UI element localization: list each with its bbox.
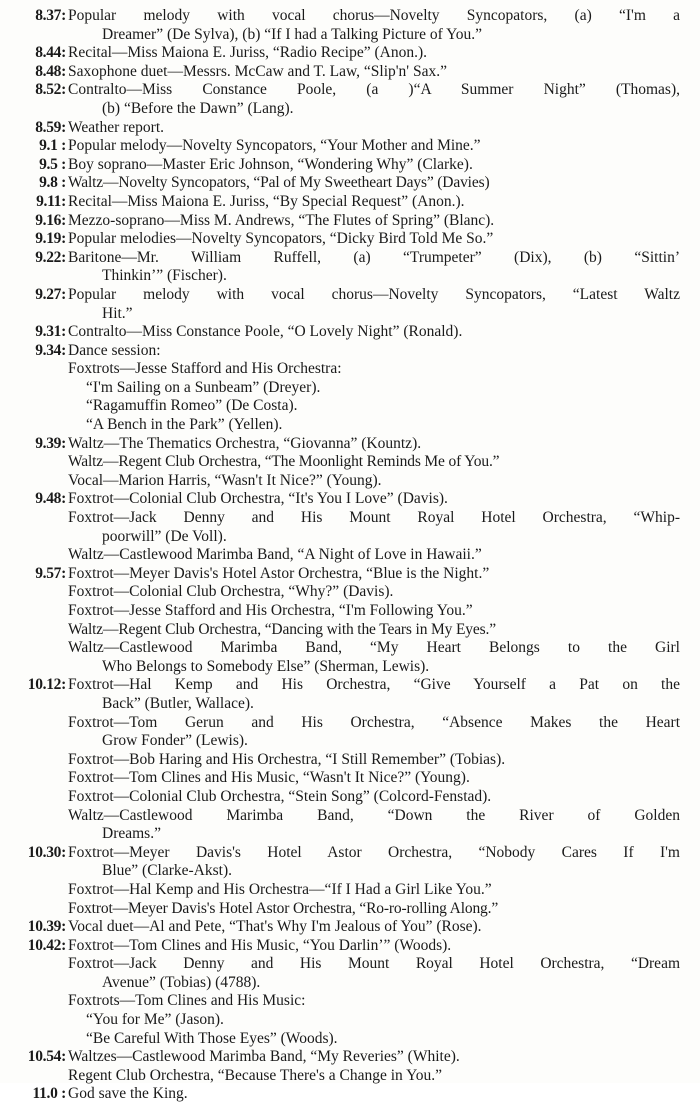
- programme-entry: [0, 360, 700, 434]
- programme-entry: [0, 249, 700, 286]
- entry-time: 9.39:: [35, 434, 66, 452]
- entry-text: Weather report.: [68, 118, 165, 136]
- entry-time: 9.19:: [35, 230, 66, 248]
- programme-entry: [0, 81, 700, 118]
- entry-text: Contralto—Miss Constance Poole, (a )“A Summer Night” (Thomas),: [68, 81, 680, 99]
- entry-text: Foxtrot—Jack Denny and His Mount Royal Hotel Orchestra, “Dream: [68, 955, 680, 973]
- entry-text: “I'm Sailing on a Sunbeam” (Dreyer).: [86, 378, 321, 396]
- entry-time: 10.42:: [27, 936, 66, 954]
- entry-text: Saxophone duet—Messrs. McCaw and T. Law, “Slip'n' Sax.”: [68, 62, 447, 80]
- entry-text: Waltz—Castlewood Marimba Band, “Down the River of Golden: [68, 806, 680, 824]
- programme-entry: [0, 193, 700, 212]
- entry-text: Foxtrot—Jack Denny and His Mount Royal Hotel Orchestra, “Whip-: [68, 509, 680, 527]
- entry-text: Mezzo-soprano—Miss M. Andrews, “The Flutes of Spring” (Blanc).: [68, 211, 495, 229]
- entry-text: Foxtrot—Tom Clines and His Music, “You Darlin’” (Woods).: [68, 936, 452, 954]
- programme-entry: [0, 1048, 700, 1085]
- entry-time: 9.57:: [35, 564, 66, 582]
- programme-entry: [0, 937, 700, 1049]
- entry-time: 9.11:: [36, 192, 66, 210]
- entry-text: Foxtrot—Colonial Club Orchestra, “Why?” (Davis).: [68, 583, 394, 601]
- programme-entry: [0, 119, 700, 138]
- entry-time: 9.16:: [35, 211, 66, 229]
- entry-text: Waltz—Regent Club Orchestra, “Dancing with the Tears in My Eyes.”: [68, 620, 496, 638]
- entry-text: “Be Careful With Those Eyes” (Woods).: [86, 1029, 338, 1047]
- entry-time: 8.52:: [35, 81, 66, 99]
- entry-text: Foxtrot—Meyer Davis's Hotel Astor Orchestra, “Blue is the Night.”: [68, 564, 490, 582]
- entry-text: Hit.”: [102, 304, 133, 322]
- entry-text: Recital—Miss Maiona E. Juriss, “Radio Recipe” (Anon.).: [68, 44, 428, 62]
- entry-text: Dance session:: [68, 341, 161, 359]
- entry-text: Waltz—Novelty Syncopators, “Pal of My Sweetheart Days” (Davies): [68, 174, 490, 192]
- entry-time: 9.48:: [35, 490, 66, 508]
- entry-time: 10.39:: [27, 918, 66, 936]
- entry-text: God save the King.: [68, 1085, 188, 1103]
- entry-text: Foxtrot—Hal Kemp and His Orchestra—“If I Had a Girl Like You.”: [68, 880, 492, 898]
- programme-entry: [0, 63, 700, 82]
- entry-text: Avenue” (Tobias) (4788).: [102, 973, 261, 991]
- entry-text: Foxtrot—Colonial Club Orchestra, “Stein Song” (Colcord-Fenstad).: [68, 787, 492, 805]
- programme-entry: [0, 137, 700, 156]
- entry-text: Popular melody with vocal chorus—Novelty Syncopators, (a) “I'm a: [68, 7, 680, 24]
- entry-text: Contralto—Miss Constance Poole, “O Lovely Night” (Ronald).: [68, 323, 463, 341]
- entry-text: “You for Me” (Jason).: [86, 1011, 224, 1029]
- entry-time: 11.0 :: [32, 1085, 66, 1103]
- programme-entry: [0, 844, 700, 918]
- programme-entry: [0, 490, 700, 564]
- entry-time: 9.1 :: [39, 137, 66, 155]
- entry-time: 9.27:: [35, 285, 66, 303]
- programme-entry: [0, 435, 700, 491]
- programme-entry: [0, 323, 700, 342]
- entry-time: 9.31:: [35, 323, 66, 341]
- entry-text: poorwill” (De Voll).: [102, 527, 227, 545]
- entry-text: Popular melody with vocal chorus—Novelty Syncopators, “Latest Waltz: [68, 285, 680, 303]
- entry-time: 8.44:: [35, 44, 66, 62]
- entry-text: Waltz—The Thematics Orchestra, “Giovanna” (Kountz).: [68, 434, 422, 452]
- entry-text: Popular melody—Novelty Syncopators, “Your Mother and Mine.”: [68, 137, 481, 155]
- programme-entry: [0, 212, 700, 231]
- entry-time: 10.30:: [27, 843, 66, 861]
- programme-entry: [0, 44, 700, 63]
- entry-text: Dreamer” (De Sylva), (b) “If I had a Talking Picture of You.”: [102, 25, 482, 43]
- entry-text: Foxtrots—Jesse Stafford and His Orchestra:: [68, 360, 342, 378]
- programme-entry: [0, 676, 700, 843]
- entry-text: Waltz—Regent Club Orchestra, “The Moonlight Reminds Me of You.”: [68, 453, 500, 471]
- entry-text: Foxtrot—Meyer Davis's Hotel Astor Orchestra, “Ro-ro-rolling Along.”: [68, 899, 499, 917]
- entry-time: 9.22:: [35, 248, 66, 266]
- entry-time: 8.59:: [35, 118, 66, 136]
- entry-text: Foxtrots—Tom Clines and His Music:: [68, 992, 306, 1010]
- entry-text: Waltz—Castlewood Marimba Band, “A Night of Love in Hawaii.”: [68, 546, 482, 564]
- entry-time: 10.12:: [27, 676, 66, 694]
- entry-text: Foxtrot—Tom Clines and His Music, “Wasn't It Nice?” (Young).: [68, 769, 470, 787]
- entry-text: Foxtrot—Jesse Stafford and His Orchestra, “I'm Following You.”: [68, 602, 473, 619]
- entry-text: Regent Club Orchestra, “Because There's a Change in You.”: [68, 1066, 442, 1084]
- programme-entry: [0, 286, 700, 323]
- entry-time: 9.8 :: [39, 174, 66, 192]
- programme-entry: [0, 7, 700, 44]
- programme-entry: [0, 918, 700, 937]
- entry-text: Foxtrot—Tom Gerun and His Orchestra, “Absence Makes the Heart: [68, 713, 680, 731]
- programme-entry: [0, 1085, 700, 1104]
- entry-text: Baritone—Mr. William Ruffell, (a) “Trumpeter” (Dix), (b) “Sittin’: [68, 248, 680, 266]
- entry-text: Thinkin’” (Fischer).: [102, 267, 227, 285]
- programme-entry: [0, 174, 700, 193]
- entry-text: Blue” (Clarke-Akst).: [102, 862, 232, 880]
- entry-text: Popular melodies—Novelty Syncopators, “Dicky Bird Told Me So.”: [68, 230, 494, 248]
- entry-text: Dreams.”: [102, 825, 161, 843]
- entry-text: Foxtrot—Bob Haring and His Orchestra, “I Still Remember” (Tobias).: [68, 750, 506, 768]
- entry-time: 9.34:: [35, 341, 66, 359]
- entry-text: Grow Fonder” (Lewis).: [102, 732, 248, 750]
- entry-text: Vocal duet—Al and Pete, “That's Why I'm Jealous of You” (Rose).: [68, 918, 482, 936]
- entry-text: Foxtrot—Hal Kemp and His Orchestra, “Give Yourself a Pat on the: [68, 676, 680, 694]
- entry-text: Who Belongs to Somebody Else” (Sherman, Lewis).: [102, 657, 430, 675]
- entry-text: (b) “Before the Dawn” (Lang).: [102, 99, 294, 117]
- entry-text: “Ragamuffin Romeo” (De Costa).: [86, 397, 298, 415]
- entry-text: Recital—Miss Maiona E. Juriss, “By Special Request” (Anon.).: [68, 192, 465, 210]
- programme-entry: [0, 156, 700, 175]
- entry-time: 8.37:: [35, 7, 66, 24]
- entry-time: 8.48:: [35, 62, 66, 80]
- programme-listing: [0, 7, 700, 1104]
- entry-text: “A Bench in the Park” (Yellen).: [86, 416, 283, 434]
- programme-entry: [0, 230, 700, 249]
- programme-entry: [0, 565, 700, 677]
- entry-time: 10.54:: [27, 1048, 66, 1066]
- entry-text: Waltz—Castlewood Marimba Band, “My Heart Belongs to the Girl: [68, 639, 680, 657]
- entry-time: 9.5 :: [39, 155, 66, 173]
- entry-text: Vocal—Marion Harris, “Wasn't It Nice?” (Young).: [68, 471, 382, 489]
- programme-entry: [0, 342, 700, 361]
- entry-text: Foxtrot—Meyer Davis's Hotel Astor Orchestra, “Nobody Cares If I'm: [68, 843, 680, 861]
- entry-text: Waltzes—Castlewood Marimba Band, “My Reveries” (White).: [68, 1048, 460, 1066]
- entry-text: Foxtrot—Colonial Club Orchestra, “It's You I Love” (Davis).: [68, 490, 448, 508]
- entry-text: Back” (Butler, Wallace).: [102, 694, 254, 712]
- entry-text: Boy soprano—Master Eric Johnson, “Wondering Why” (Clarke).: [68, 155, 473, 173]
